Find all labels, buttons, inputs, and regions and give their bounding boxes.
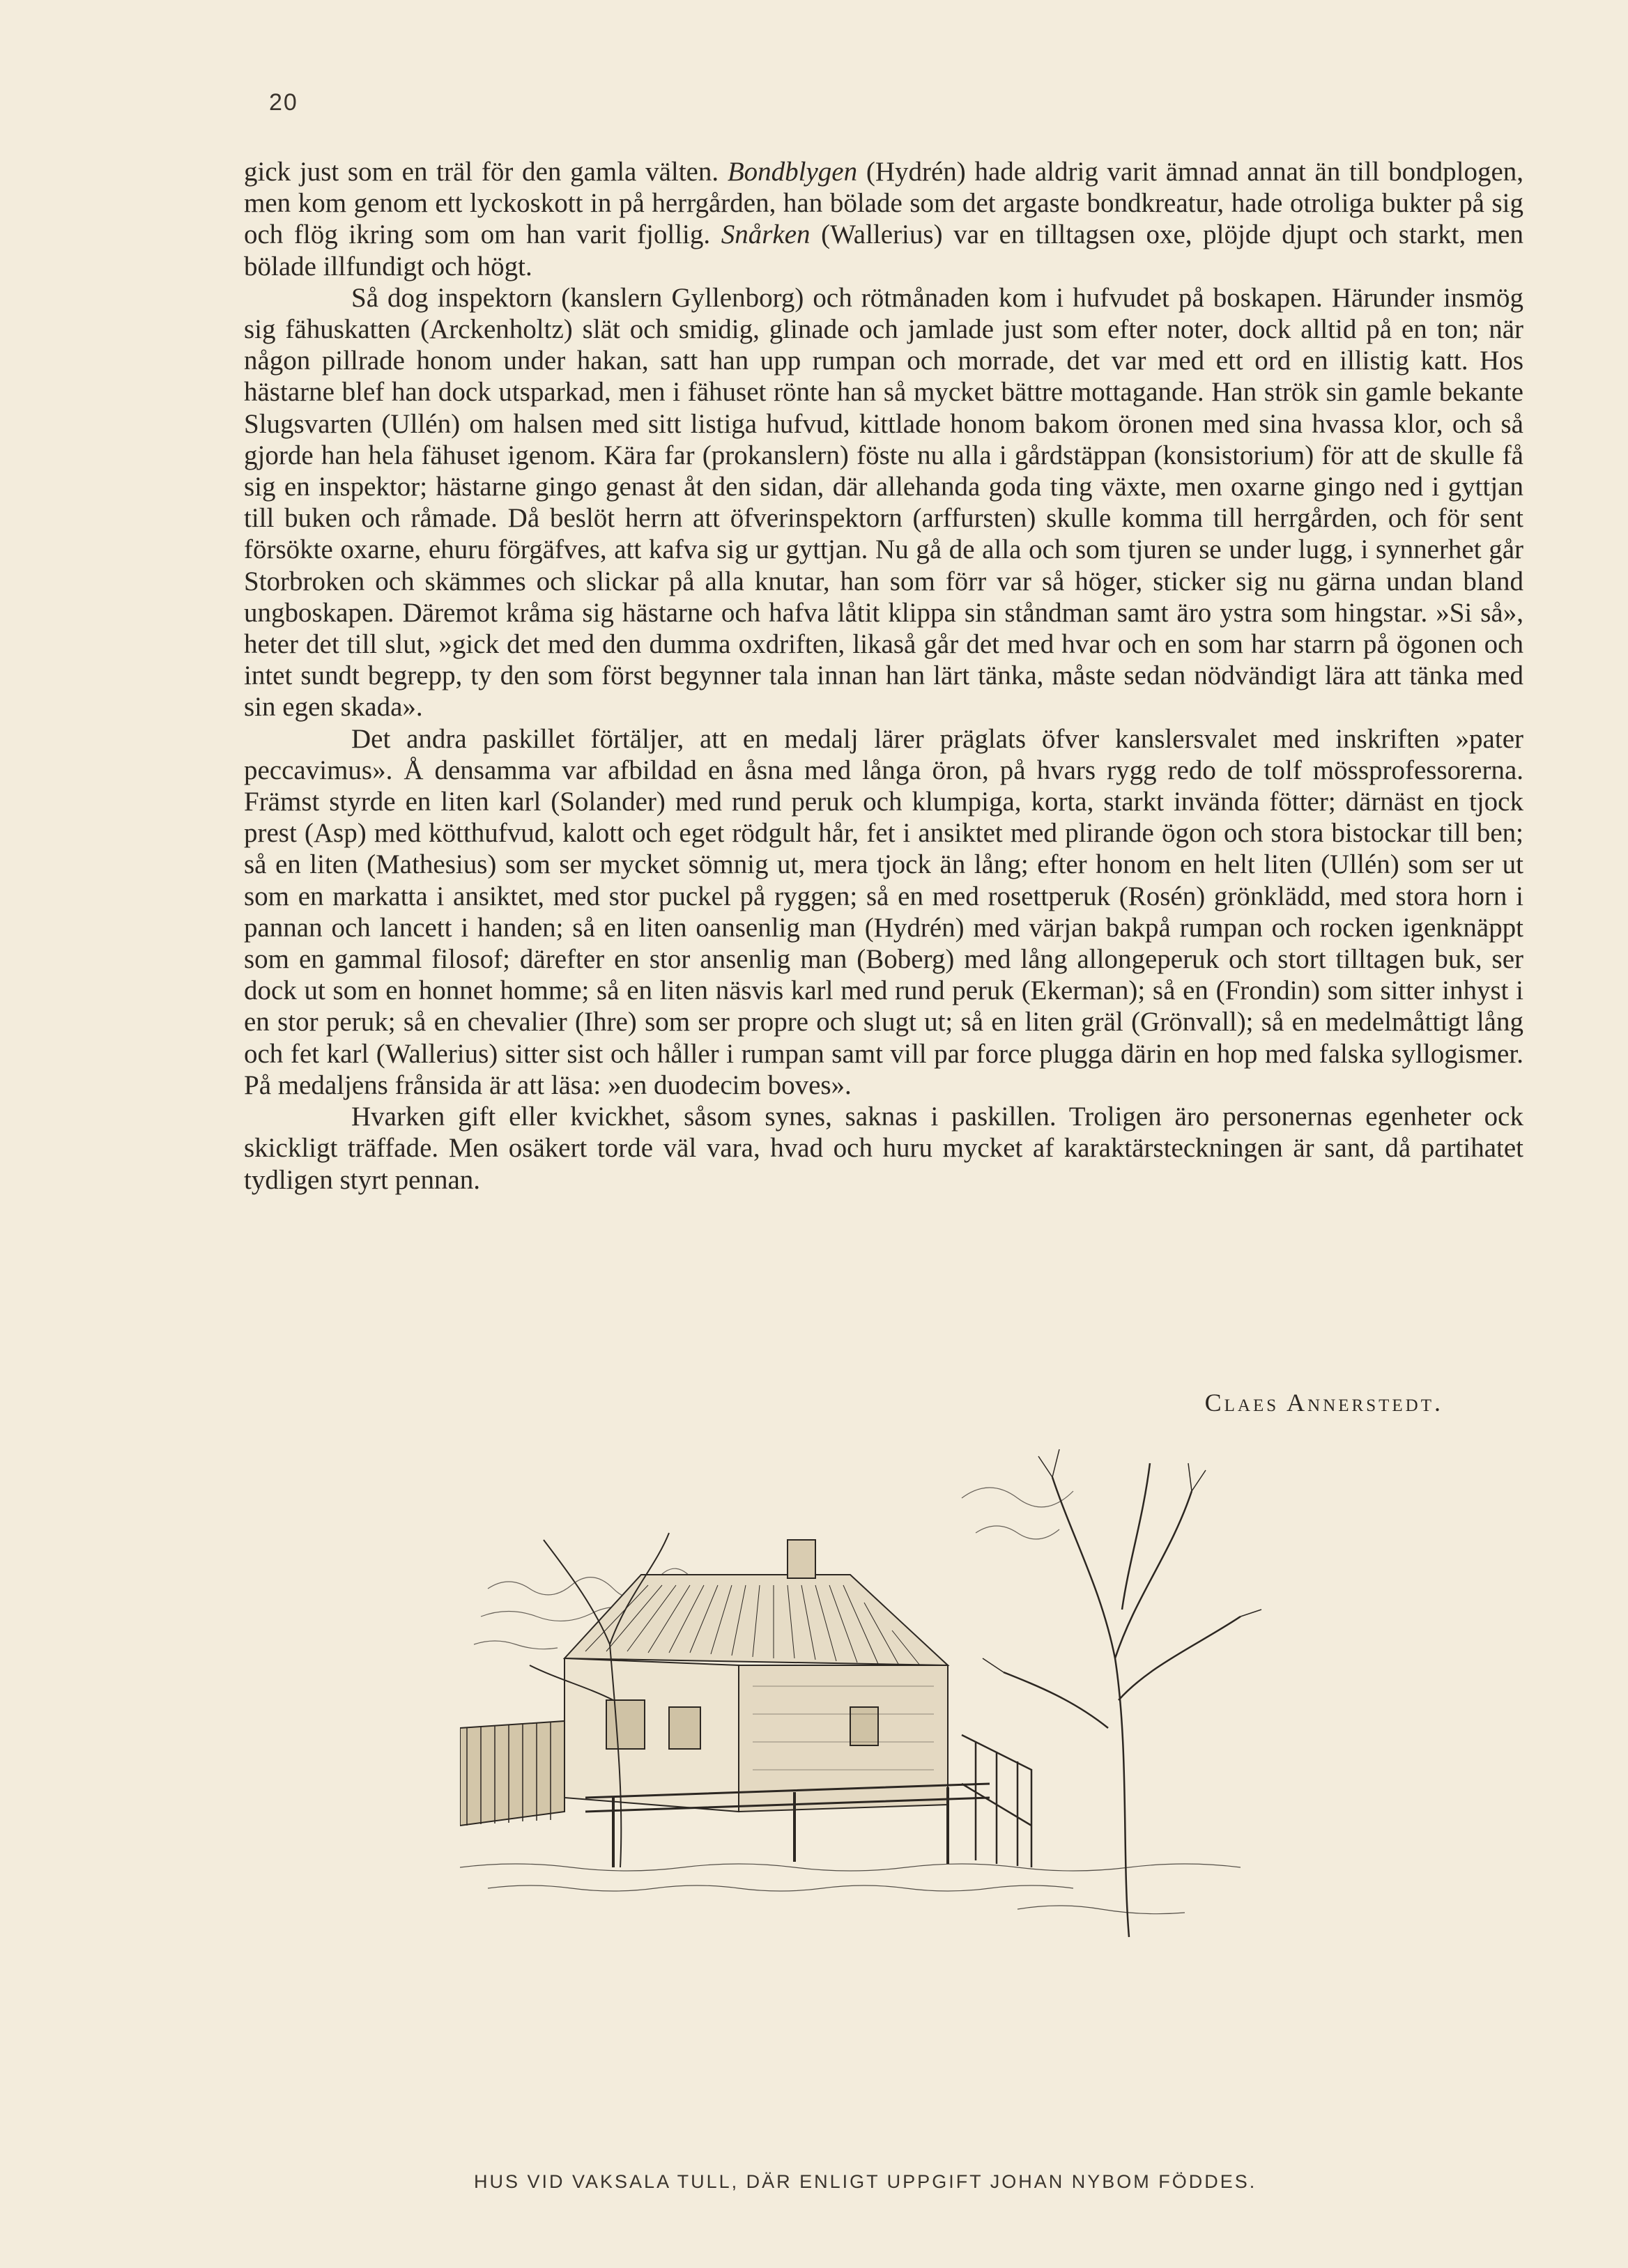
- house-illustration: [460, 1435, 1282, 1965]
- page-number: 20: [269, 89, 298, 116]
- house-walls: [565, 1658, 948, 1812]
- body-paragraph: [244, 723, 1523, 1101]
- tree-right: [983, 1449, 1261, 1937]
- text-run: Hvarken gift eller kvickhet, såsom synes, saknas i paskillen. Troligen äro personernas egenheter ock skickligt träffade. Men osäkert torde väl vara, hvad och huru mycket af karaktärsteckningen är sant, då partihatet tydligen styrt pennan.: [244, 1102, 1523, 1195]
- text-run: (Hydrén) hade aldrig varit ämnad annat än till bondplogen, men kom genom ett lyckoskott in på herrgården, han bölade som det argaste bondkreatur, hade otroliga bukter på sig och flög ikring som om han varit fjollig.: [244, 157, 1524, 250]
- text-run: Så dog inspektorn (kanslern Gyllenborg) och rötmånaden kom i hufvudet på boskapen. Härunder insmög sig fähuskatten (Arckenholtz) slät och smidig, glinade och jamlade just som efter noter, dock alltid på en ton; när någon pillrade honom under hakan, satt han upp rumpan och morrade, det var med ett ord en illistig katt. Hos hästarne blef han dock utsparkad, men i fähuset rönte han så mycket bättre mottagande. Han strök sin gamle bekante Slugsvarten (Ullén) om halsen med sitt listiga hufvud, kittlade honom bakom öronen med sina hvassa klor, och så gjorde han hela fähuset igenom. Kära far (prokanslern) föste nu alla i gårdstäppan (konsistorium) för att de skulle få sig en inspektor; hästarne gingo genast åt den sidan, där allehanda goda ting växte, men oxarne gingo ned i gyttjan till buken och råmade. Då beslöt herrn att öfverinspektorn (arffursten) skulle komma till herrgården, och för sent försökte oxarne, ehuru förgäfves, att kafva sig ur gyttjan. Nu gå de alla och som tjuren se under lugg, i synnerhet går Storbroken och skämmes och slickar på alla knutar, han som förr var så höger, sticker sig nu gärna undan bland ungboskapen. Däremot kråma sig hästarne och hafva låtit klippa sin ståndman samt äro ystra som hingstar. »Si så», heter det till slut, »gick det med den dumma oxdriften, likaså går det med hvar och en som har starrn på ögonen och intet sundt begrepp, ty den som först begynner tala innan han lärt tänka, måste sedan nödvändigt lära att tänka med sin egen skada».: [244, 282, 1523, 723]
- italic-name: Bondblygen: [727, 157, 858, 187]
- italic-name: Snårken: [721, 219, 811, 250]
- author-signature: Claes Annerstedt.: [1204, 1389, 1443, 1417]
- house-roof: [565, 1540, 948, 1665]
- body-paragraph: [244, 156, 1523, 282]
- illustration-caption: HUS VID VAKSALA TULL, DÄR ENLIGT UPPGIFT JOHAN NYBOM FÖDDES.: [474, 2171, 1257, 2192]
- text-run: (Wallerius) var en tilltagsen oxe, plöjde djupt och starkt, men bölade illfundigt och högt.: [244, 219, 1523, 281]
- text-run: Det andra paskillet förtäljer, att en medalj lärer präglats öfver kanslersvalet med inskriften »pater peccavimus». Å densamma var afbildad en åsna med långa öron, på hvars rygg redo de tolf mössprofessorerna. Främst styrde en liten karl (Solander) med rund peruk och klumpiga, korta, starkt invända fötter; därnäst en tjock prest (Asp) med kötthufvud, kalott och eget rödgult hår, fet i ansiktet med plirande ögon och stora bistockar till ben; så en liten (Mathesius) som ser mycket sömnig ut, mera tjock än lång; efter honom en helt liten (Ullén) som ser ut som en markatta i ansiktet, med stor puckel på ryggen; så en med rosettperuk (Rosén) grönklädd, med stora horn i pannan och lancett i handen; så en liten oansenlig man (Hydrén) med värjan bakpå rumpan och rocken igenknäppt som en gammal filosof; därefter en stor ansenlig man (Boberg) med lång allongeperuk och stort tilltagen buk, ser dock ut som en honnet homme; så en liten näsvis karl med rund peruk (Ekerman); så en (Frondin) som sitter inhyst i en stor peruk; så en chevalier (Ihre) som ser propre och slugt ut; så en liten gräl (Grönvall); så en medelmåttigt lång och fet karl (Wallerius) sitter sist och håller i rumpan samt vill par force plugga därin en hop med falska syllogismer. På medaljens frånsida är att läsa: »en duodecim boves».: [244, 723, 1523, 1100]
- body-paragraph: [244, 1101, 1523, 1196]
- ground: [460, 1864, 1241, 1914]
- text-run: gick just som en träl för den gamla välten.: [244, 157, 728, 187]
- body-text: [244, 156, 1523, 1196]
- body-paragraph: [244, 282, 1523, 723]
